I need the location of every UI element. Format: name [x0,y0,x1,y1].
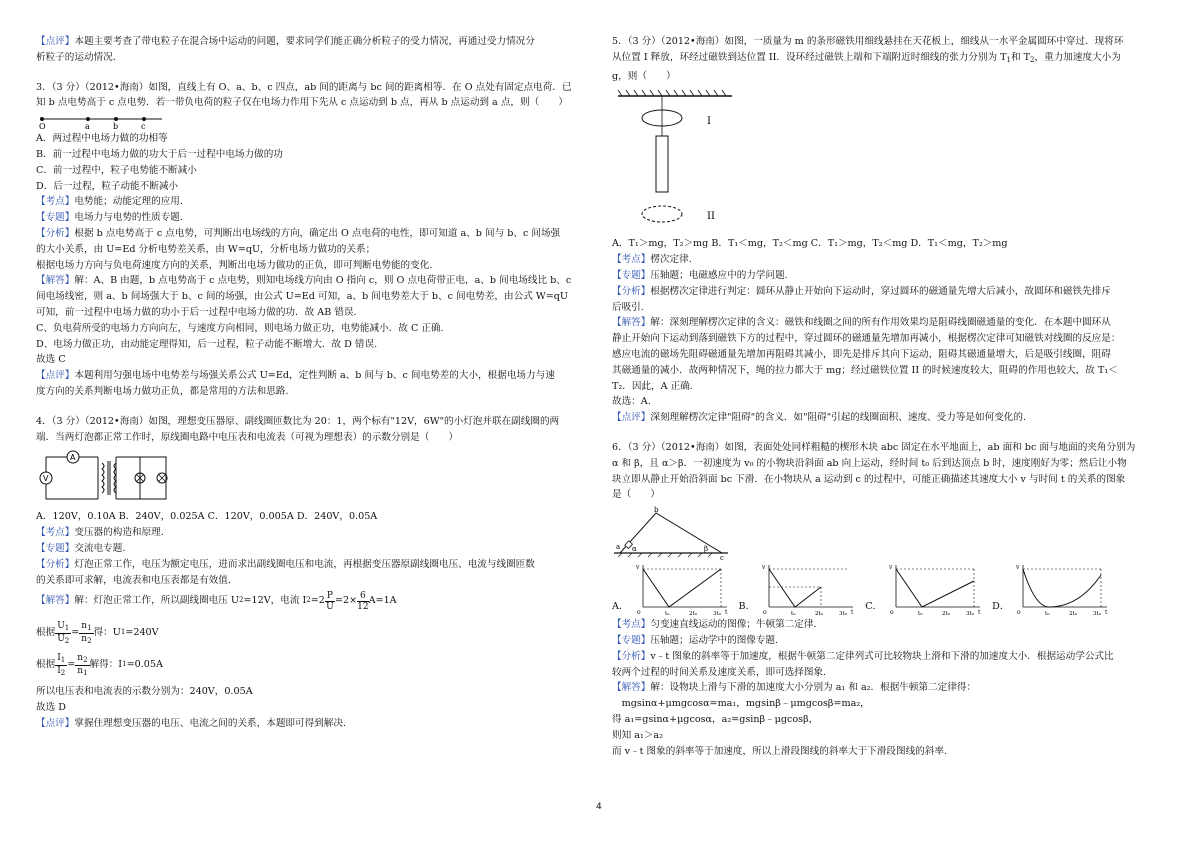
svg-text:3t₀: 3t₀ [1093,611,1102,618]
wedge-label-c: c [720,554,724,562]
fraction-i1-over-i2: $\frac{I_1}{I_2}$ [57,652,66,677]
q6-jieda: 【解答】解：设物块上滑与下滑的加速度大小分别为 a₁ 和 a₂．根据牛顿第二定律得： [612,682,977,694]
q5-jieda-cont: 其磁通量的减小．故两种情况下，绳的拉力都大于 mg；经过磁铁位置 II 的时候速度较大，阻碍的作用也较大，故 T₁＜ [612,364,1118,376]
q5-magnet-figure [612,86,742,236]
q3-dianping: 【点评】本题利用匀强电场中电势差与场强关系公式 U=Ed，定性判断 a、b 间与 b、c 间电势差的大小，根据电场力与速 [36,370,555,382]
right-column [612,34,1160,759]
q3-fenxi: 【分析】根据 b 点电势高于 c 点电势，可判断出电场线的方向，确定出 O 点电荷的电性，即可知道 a、b 间与 b、c 间场强 [36,227,561,239]
q3-answer: 故选 C [36,354,66,366]
point-o [40,117,44,121]
q5-options: A．T₁＞mg，T₂＞mg B．T₁＜mg，T₂＜mg C．T₁＞mg，T₂＜mg D．T₁＜mg，T₂＞mg [612,238,1008,250]
label-c: c [141,122,146,132]
svg-text:2t₀: 2t₀ [815,611,824,618]
q6-graph-options [612,561,1160,617]
svg-text:o: o [1017,609,1022,617]
q4-jieda: 【解答】 解：灯泡正常工作，所以副线圈电压 U 2 =12V，电流 I 2 =2 $\frac{P}{U}$ =2× $\frac{6}{12}$ A=1A [36,590,397,612]
q3-zhuanti: 【专题】电场力与电势的性质专题. [36,212,183,224]
q3-jieda-cont: 间电场线密，则 a、b 间场强大于 b、c 间的场强，由公式 U=Ed 可知，a、b 间电势差大于 b、c 间电势差，由公式 W=qU [36,291,568,303]
q3-jieda-cont: C、负电荷所受的电场力方向向左，与速度方向相同，则电场力做正功，电势能减小．故 C 正确. [36,322,444,334]
q6-stem-line: 块立即从静止开始沿斜面 bc 下滑．在小物块从 a 运动到 c 的过程中，可能正确描述其速度大小 v 与时间 t 的关系的图象 [612,473,1126,485]
q6-stem-line: 是（ ） [612,489,660,501]
tag-dianping: 【点评】 [36,36,75,47]
graph-option-c-label: C． [865,601,883,613]
fraction-p-over-u: $\frac{P}{U}$ [326,590,334,612]
q5-fenxi-cont: 后吸引. [612,301,644,313]
q4-fenxi-cont: 的关系即可求解，电流表和电压表都是有效值. [36,574,231,586]
q3-option-a: A．两过程中电场力做的功相等 [36,133,168,145]
svg-text:t₀: t₀ [664,611,669,618]
q6-kaodian: 【考点】匀变速直线运动的图像；牛顿第二定律. [612,619,817,631]
svg-text:v: v [635,564,639,572]
q6-jieda-cont: 而 v﹣t 图象的斜率等于加速度，所以上滑段图线的斜率大于下滑段图线的斜率. [612,745,948,757]
fraction-u1-over-u2: $\frac{U_1}{U_2}$ [57,620,70,645]
q6-jieda-cont: 得 a₁=gsinα+μgcosα，a₂=gsinβ﹣μgcosβ， [612,713,819,725]
wedge-label-b: b [654,506,659,515]
graph-option-a [635,561,731,617]
q3-kaodian: 【考点】电势能；动能定理的应用. [36,196,183,208]
svg-text:t₀: t₀ [918,611,923,618]
svg-text:v: v [889,564,893,572]
q6-zhuanti: 【专题】压轴题；运动学中的图像专题. [612,634,779,646]
svg-text:3t₀: 3t₀ [712,611,721,618]
graph-option-d-label: D． [992,601,1010,613]
q5-jieda-cont: 感应电流的磁场先阻碍磁通量先增加再阻碍其减小，即先是排斥其向下运动，阻碍其磁通量增大，后是吸引线圈，阻碍 [612,348,1111,360]
svg-text:v: v [762,564,766,572]
q5-jieda-cont: T₂．因此，A 正确. [612,380,693,392]
q4-options: A．120V，0.10A B．240V，0.025A C．120V，0.005A D．240V，0.05A [36,511,378,523]
graph-option-a-label: A． [612,601,629,613]
q5-stem-line: 5．（3 分）（2012•海南）如图，一质量为 m 的条形磁铁用细线悬挂在天花板上，细线从一水平金属圆环中穿过．现将环 [612,36,1124,47]
label-position-1: I [707,116,711,128]
wedge-label-beta: β [704,545,709,554]
q6-jieda-cont: mgsinα+μmgcosα=ma₁，mgsinβ﹣μmgcosβ=ma₂， [612,698,870,710]
graph-option-b [761,561,857,617]
graph-option-c [888,561,984,617]
q3-fenxi-cont: 根据电场力方向与负电荷速度方向的关系，判断出电场力做功的正负，即可判断电势能的变化. [36,259,433,271]
q5-zhuanti: 【专题】压轴题；电磁感应中的力学问题. [612,269,788,281]
label-b: b [113,122,119,132]
graph-option-d [1015,561,1111,617]
q3-option-b: B．前一过程中电场力做的功大于后一过程中电场力做的功 [36,148,283,160]
svg-text:t: t [1105,609,1108,617]
q5-jieda: 【解答】解：深刻理解楞次定律的含义：磁铁和线圈之间的所有作用效果均是阻碍线圈磁通量的变化．在本题中圆环从 [612,317,1111,329]
voltmeter-label: V [43,474,49,484]
q4-transformer-figure [36,449,176,507]
svg-text:2t₀: 2t₀ [688,611,697,618]
q6-fenxi: 【分析】v﹣t 图象的斜率等于加速度，根据牛顿第二定律列式可比较物块上滑和下滑的加速度大小．根据运动学公式比 [612,650,1114,662]
q6-stem-line: 6．（3 分）（2012•海南）如图，表面处处同样粗糙的楔形木块 abc 固定在水平地面上，ab 面和 bc 面与地面的夹角分别为 [612,441,1136,453]
q5-dianping: 【点评】深刻理解楞次定律"阻碍"的含义．如"阻碍"引起的线圈面积、速度、受力等是如何变化的. [612,412,1027,424]
point-b [114,117,118,121]
q3-stem-line: 知 b 点电势高于 c 点电势．若一带负电荷的粒子仅在电场力作用下先从 c 点运动到 b 点，再从 b 点运动到 a 点，则（ ） [36,97,568,109]
q3-jieda-cont: 可知，前一过程中电场力做的功小于后一过程中电场力做的功．故 AB 错误. [36,306,357,318]
q5-jieda-cont: 静止开始向下运动到落到磁铁下方的过程中，穿过圆环的磁通量先增加再减小，根据楞次定律可知磁铁对线圈的反应是： [612,333,1121,345]
ring-position-2 [642,206,682,222]
q4-answer: 故选 D [36,702,66,714]
q5-kaodian: 【考点】楞次定律. [612,254,692,266]
point-a [86,117,90,121]
point-c [142,117,146,121]
q6-stem-line: α 和 β，且 α＞β．一初速度为 v₀ 的小物块沿斜面 ab 向上运动，经时间 t₀ 后到达顶点 b 时，速度刚好为零；然后让小物 [612,457,1127,469]
q4-ratio-voltage: 根据 $\frac{U_1}{U_2}$ = $\frac{n_1}{n_2}$ 得：U 1 =240V [36,620,159,645]
ammeter-label: A [70,453,76,463]
q4-zhuanti: 【专题】交流电专题. [36,542,126,554]
svg-text:2t₀: 2t₀ [942,611,951,618]
q6-jieda-cont: 则知 a₁＞a₂ [612,729,663,741]
bar-magnet [656,136,668,192]
q5-stem-line: g，则（ ） [612,70,676,82]
svg-text:3t₀: 3t₀ [839,611,848,618]
fraction-n2-over-n1: $\frac{n_2}{n_1}$ [77,652,88,677]
page-number: 4 [596,802,602,812]
label-a: a [85,122,90,132]
q3-line-figure [36,111,166,131]
fraction-n1-over-n2: $\frac{n_1}{n_2}$ [81,620,92,645]
q6-fenxi-cont: 较两个过程的时间关系及速度关系，即可选择图象. [612,666,827,678]
graph-option-b-label: B． [738,601,756,613]
svg-text:3t₀: 3t₀ [966,611,975,618]
prev-comment: 【点评】本题主要考查了带电粒子在混合场中运动的问题，要求同学们能正确分析粒子的受力情况，再通过受力情况分 [36,36,535,47]
svg-text:t: t [978,609,981,617]
q4-fenxi: 【分析】灯泡正常工作，电压为额定电压，进而求出副线圈电压和电流，再根据变压器原副线圈电压、电流与线圈匝数 [36,558,535,570]
left-column [36,34,584,732]
prev-comment-cont: 析粒子的运动情况. [36,51,116,63]
svg-text:t₀: t₀ [791,611,796,618]
label-o: O [39,122,46,132]
q3-stem-line: 3．（3 分）（2012•海南）如图，直线上有 O、a、b、c 四点，ab 间的距离与 bc 间的距离相等．在 O 点处有固定点电荷．已 [36,81,572,93]
label-position-2: II [707,211,715,223]
q3-jieda: 【解答】解：A、B 由题，b 点电势高于 c 点电势，则知电场线方向由 O 指向 c，则 O 点电荷带正电，a、b 间电场线比 b、c [36,275,572,287]
q3-option-d: D．后一过程，粒子动能不断减小 [36,180,179,192]
q4-stem-line: 4．（3 分）（2012•海南）如图，理想变压器原、副线圈匝数比为 20：1，两个标有"12V，6W"的小灯泡并联在副线圈的两 [36,415,560,427]
svg-text:t: t [851,609,854,617]
q5-fenxi: 【分析】根据楞次定律进行判定：圆环从静止开始向下运动时，穿过圆环的磁通量先增大后减小，故圆环和磁铁先排斥 [612,285,1111,297]
svg-text:t: t [724,609,727,617]
q3-option-c: C．前一过程中，粒子电势能不断减小 [36,164,197,176]
q3-jieda-cont: D、电场力做正功，由动能定理得知，后一过程，粒子动能不断增大．故 D 错误. [36,338,378,350]
q6-wedge-figure [612,505,732,561]
q5-answer: 故选：A. [612,396,651,408]
wedge-label-alpha: α [632,545,637,554]
svg-text:2t₀: 2t₀ [1069,611,1078,618]
svg-text:o: o [763,609,767,617]
svg-text:t₀: t₀ [1045,611,1050,618]
q4-ratio-current: 根据 $\frac{I_1}{I_2}$ = $\frac{n_2}{n_1}$ 解得：I 1 =0.05A [36,652,163,677]
q4-stem-line: 端．当两灯泡都正常工作时，原线圈电路中电压表和电流表（可视为理想表）的示数分别是（ ） [36,431,459,443]
q4-conclusion: 所以电压表和电流表的示数分别为：240V，0.05A [36,686,253,698]
q5-stem-line: 从位置 I 释放，环经过磁铁到达位置 II．设环经过磁铁上端和下端附近时细线的张力分别为 $T_1$和 $T_2$，重力加速度大小为 [612,51,1121,64]
q3-dianping-cont: 度方向的关系判断电场力做功正负，都是常用的方法和思路. [36,385,289,397]
svg-text:o: o [890,609,894,617]
q3-fenxi-cont: 的大小关系，由 U=Ed 分析电势差关系，由 W=qU，分析电场力做功的关系； [36,243,376,255]
q4-dianping: 【点评】掌握住理想变压器的电压、电流之间的关系，本题即可得到解决. [36,717,347,729]
q4-kaodian: 【考点】变压器的构造和原理. [36,527,164,539]
svg-text:v: v [1016,564,1020,572]
wedge-label-a: a [616,543,621,552]
fraction-6-over-12: $\frac{6}{12}$ [357,590,369,612]
svg-text:o: o [636,609,641,617]
